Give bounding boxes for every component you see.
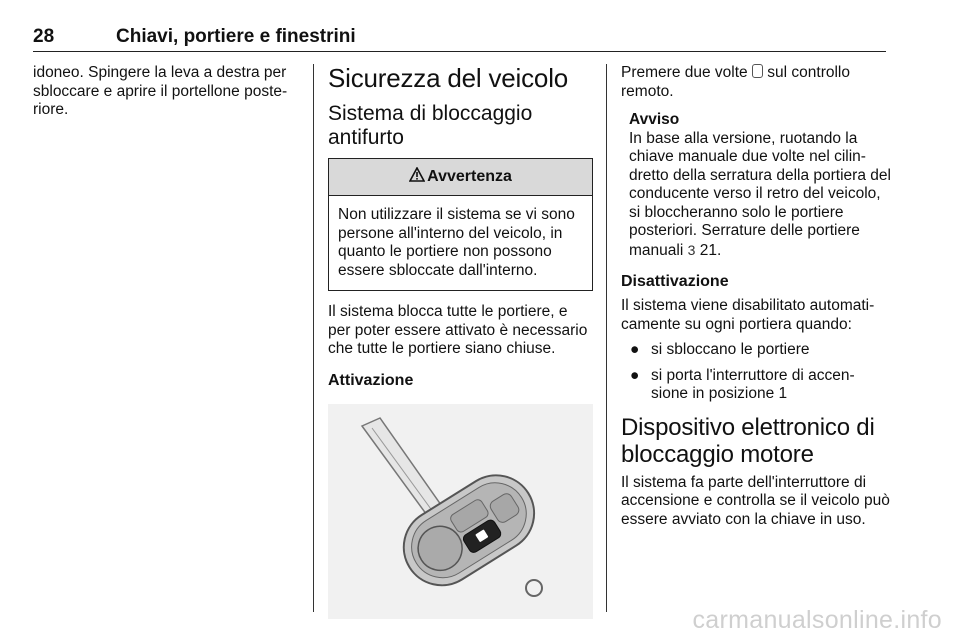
subsection-title: Sistema di bloccaggio antifurto — [328, 102, 533, 149]
key-fob-illustration — [328, 404, 593, 619]
immobilizer-paragraph: Il sistema fa parte dell'interruttore di accensione e controlla se il veicolo può essere avviato con la chiave in uso. — [621, 473, 890, 528]
watermark: carmanualsonline.info — [692, 606, 942, 634]
bullet-icon: ● — [630, 341, 640, 358]
list-item: ● si sbloccano le portiere — [630, 341, 810, 358]
activation-instruction — [621, 64, 891, 101]
note-text — [629, 130, 891, 261]
page-reference-number[interactable]: 21. — [699, 241, 722, 259]
deactivation-heading: Disattivazione — [621, 273, 729, 290]
immobilizer-section-title: Dispositivo elettronico di bloccaggio motore — [621, 413, 875, 468]
chapter-title: Chiavi, portiere e finestrini — [116, 26, 356, 47]
bullet-icon: ● — [630, 366, 640, 384]
warning-header — [329, 159, 592, 196]
page-reference-arrow-icon: 3 — [687, 241, 696, 258]
warning-box — [328, 158, 593, 291]
page-number: 28 — [33, 26, 55, 47]
page-header — [33, 26, 886, 52]
list-item: ● si porta l'interruttore di accen- sione in posizione 1 — [630, 366, 855, 402]
column-divider-1 — [313, 64, 314, 612]
lock-description-paragraph: Il sistema blocca tutte le portiere, e per poter essere attivato è necessario che tutte le portiere siano chiuse. — [328, 303, 588, 357]
column-2 — [328, 64, 593, 619]
column-divider-2 — [606, 64, 607, 612]
warning-title: Avvertenza — [427, 168, 512, 185]
section-title: Sicurezza del veicolo — [328, 63, 569, 93]
note-text-body: In base alla versione, ruotando la chiave manuale due volte nel cilin- dretto della serratura della portiera del conducente verso il retro del veicolo, si bloccheranno solo le portiere posteriori. Serrature delle portiere manuali — [629, 129, 891, 259]
warning-triangle-icon — [409, 167, 425, 187]
note-block — [629, 111, 891, 260]
note-title: Avviso — [629, 111, 680, 128]
warning-text: Non utilizzare il sistema se vi sono persone all'interno del veicolo, in quanto le portiere non possono essere sbloccate dall'interno. — [338, 206, 575, 279]
continuation-paragraph: idoneo. Spingere la leva a destra per sbloccare e aprire il portellone poste- riore. — [33, 64, 288, 118]
instruction-text-before: Premere due volte — [621, 64, 748, 81]
column-3 — [621, 64, 891, 529]
lock-button-icon — [752, 64, 763, 78]
activation-heading: Attivazione — [328, 371, 414, 389]
column-1 — [33, 64, 301, 120]
instruction-text-after: sul controllo remoto. — [621, 64, 850, 100]
deactivation-list — [621, 341, 891, 404]
deactivation-paragraph: Il sistema viene disabilitato automati- camente su ogni portiera quando: — [621, 297, 875, 333]
